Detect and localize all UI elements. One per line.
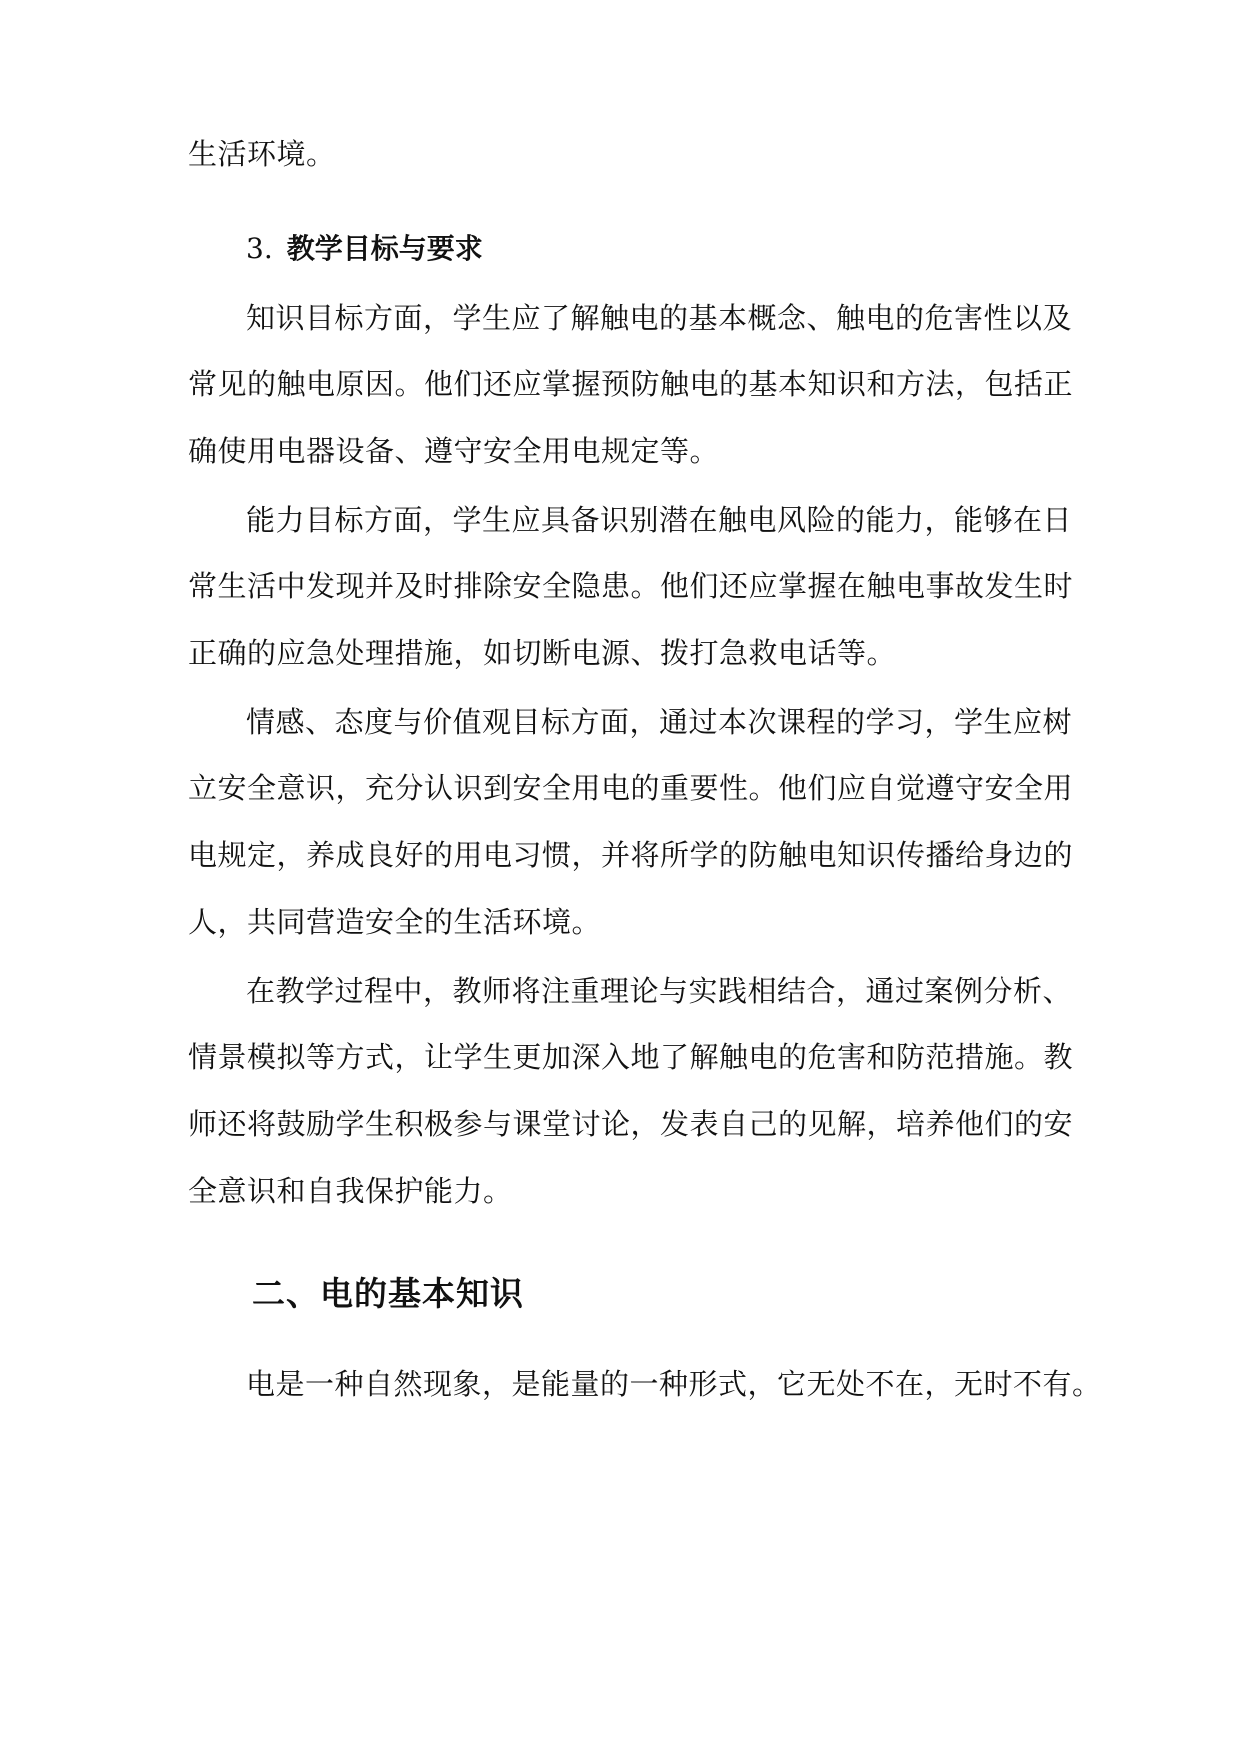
paragraph-line: 情感、态度与价值观目标方面，通过本次课程的学习，学生应树 [246, 705, 1073, 739]
paragraph-line: 情景模拟等方式，让学生更加深入地了解触电的危害和防范措施。教 [188, 1040, 1074, 1074]
section-title: 教学目标与要求 [286, 232, 483, 265]
section-number: 3. [246, 232, 273, 265]
paragraph-line: 确使用电器设备、遵守安全用电规定等。 [188, 434, 720, 468]
paragraph-line: 能力目标方面，学生应具备识别潜在触电风险的能力，能够在日 [246, 503, 1073, 537]
paragraph-line: 电是一种自然现象，是能量的一种形式，它无处不在，无时不有。 [246, 1367, 1102, 1401]
paragraph-line: 人，共同营造安全的生活环境。 [188, 905, 602, 939]
paragraph-line: 立安全意识，充分认识到安全用电的重要性。他们应自觉遵守安全用 [188, 771, 1074, 805]
continuation-text: 生活环境。 [188, 137, 336, 171]
paragraph-line: 知识目标方面，学生应了解触电的基本概念、触电的危害性以及 [246, 301, 1073, 335]
paragraph-line: 在教学过程中，教师将注重理论与实践相结合，通过案例分析、 [246, 974, 1073, 1008]
paragraph-line: 师还将鼓励学生积极参与课堂讨论，发表自己的见解，培养他们的安 [188, 1107, 1074, 1141]
paragraph-line: 常生活中发现并及时排除安全隐患。他们还应掌握在触电事故发生时 [188, 569, 1074, 603]
paragraph-line: 电规定，养成良好的用电习惯，并将所学的防触电知识传播给身边的 [188, 838, 1074, 872]
section-heading-2: 二、电的基本知识 [252, 1274, 524, 1313]
section-heading-3 [246, 229, 483, 269]
paragraph-line: 正确的应急处理措施，如切断电源、拨打急救电话等。 [188, 636, 897, 670]
paragraph-line: 常见的触电原因。他们还应掌握预防触电的基本知识和方法，包括正 [188, 367, 1074, 401]
paragraph-line: 全意识和自我保护能力。 [188, 1174, 513, 1208]
